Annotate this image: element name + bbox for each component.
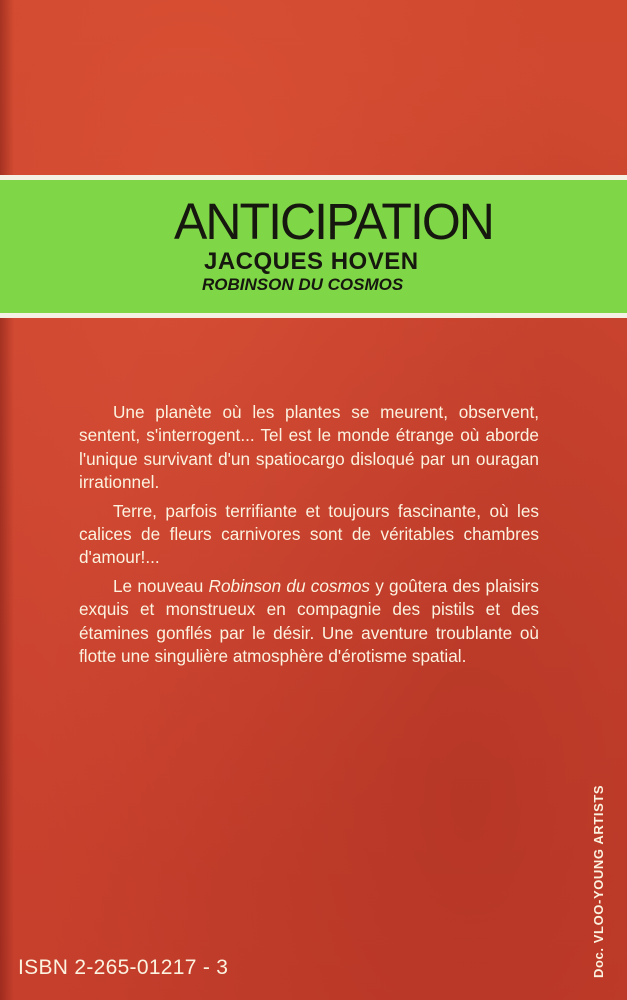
title-band [0,175,627,318]
illustration-credit: Doc. VLOO-YOUNG ARTISTS [591,784,606,978]
spine-shadow [0,0,14,1000]
blurb-paragraph-2: Terre, parfois terrifiante et toujours fascinante, où les calices de fleurs carnivores sont de véritables chambres d'amour!... [79,500,539,568]
series-name: ANTICIPATION [174,193,493,250]
author-name: JACQUES HOVEN [204,248,419,275]
blurb-paragraph-1: Une planète où les plantes se meurent, observent, sentent, s'interrogent... Tel est le monde étrange où aborde l'unique survivant d'un spatiocargo disloqué par un ouragan irrationnel. [79,402,539,493]
blurb-paragraph-3-end: y goûtera des plaisirs exquis et monstrueux en compagnie des pistils et des étamines gonflés par le désir. Une aventure troublante où flotte une singulière atmosphère d'érotisme spatial. [79,575,539,667]
blurb-book-title: Robinson du cosmos [208,575,370,596]
blurb-paragraph-3-start: Le nouveau [113,575,209,596]
book-title: ROBINSON DU COSMOS [202,275,404,294]
isbn: ISBN 2-265-01217 - 3 [18,956,229,979]
blurb-paragraph-3 [79,575,539,669]
blurb-text [79,401,539,673]
